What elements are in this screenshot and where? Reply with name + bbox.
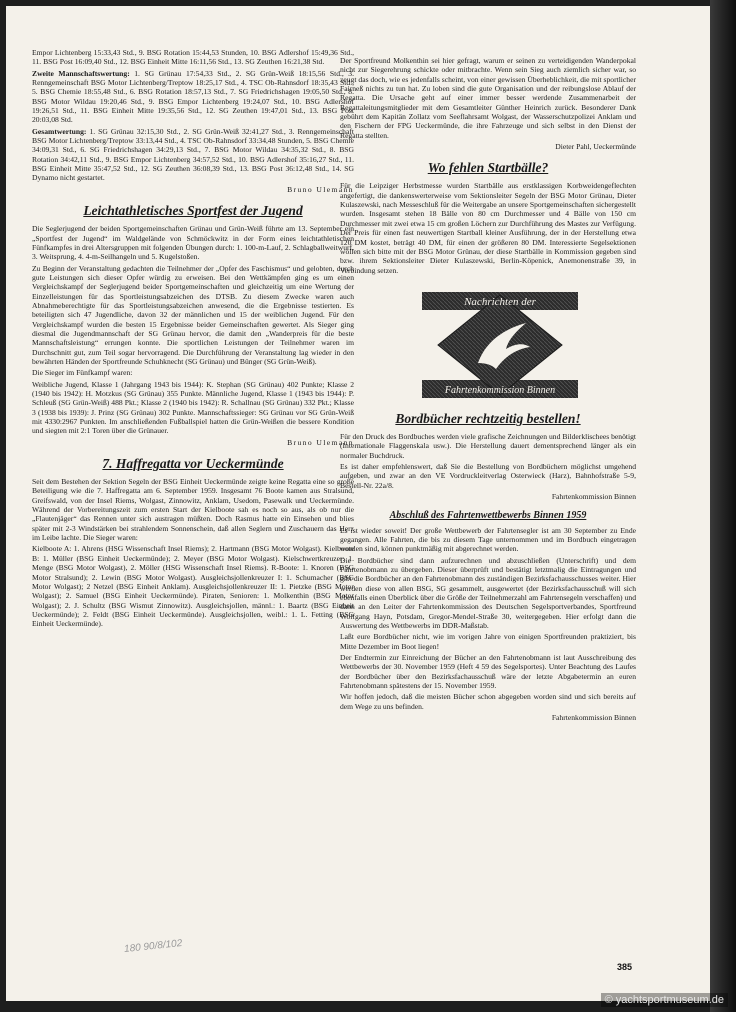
- gesamt-text: 1. SG Grünau 32:15,30 Std., 2. SG Grün-Weiß 32:41,27 Std., 3. Renngemeinschaft BSG Motor Lichtenberg/Treptow 33:13,44 Std., 4. TSC Ob-Rahnsdorf 33:34,48 Stunden, 5. BSG Chemie 34:09,31 Std., 6. SG Friedrichshagen 34:29,13 Std., 7. BSG Motor Wildau 34:35,32 Std., 8. BSG Rotation 34:42,11 Std., 9. BSG Empor Lichtenberg 34:57,52 Std., 10. BSG Adlershof 35:16,27 Std., 11. BSG Einheit Mitte 35:47,52 Std., 12. SG Zeuthen 36:08,39 Std., 13. BSG Post 36:12,48 Std., 14. SG Dynamo nicht gestartet.: [32, 126, 354, 183]
- gesamt-wertung: [32, 127, 354, 183]
- zweite-wertung: [32, 69, 354, 125]
- bordbucher-paragraph-1: Für den Druck des Bordbuches werden viele grafische Zeichnungen und Bilderklischees benötigt (Internationale Flaggenskala usw.). Die Herstellung dauert dementsprechend länger als ein normaler Buchdruck.: [340, 431, 636, 460]
- heading-startballe: Wo fehlen Startbälle?: [427, 160, 549, 176]
- logo-bottom-text: Fahrtenkommission Binnen: [444, 384, 556, 396]
- sportfest-paragraph-2: Zu Beginn der Veranstaltung gedachten die Teilnehmer der „Opfer des Faschismus“ und gelobten, durch gute Leistungen sich dieser Opfer würdig zu erweisen. Bei den Wettkämpfen ging es um einen Vergleichskampf der Seglerjugend beider Sportgemeinschaften und gleichzeitig um eine Wertung der Einzelleistungen für das Sportleistungsabzeichen des DTSB. Zu diesem Zwecke waren auch Abnahmeberechtigte für das Sportleistungsabzeichen anwesend, die die Ergebnisse testierten. Es beteiligten sich 47 Jugendliche, davon 32 der männlichen und 15 der weiblichen Jugend. Für den Vergleichskampf wurden die besten 15 Ergebnisse beider Gemeinschaften gewertet. Als Sieger ging diesmal die Jugendmannschaft der SG Grünau hervor, die damit den „Wanderpreis für die beste Mannschaftsleistung“ errungen konnte. Die sportlichen Leistungen der Teilnehmer waren im Durchschnitt gut, zum Teil sogar hervorragend. Die Durchführung der Veranstaltung lag wieder in den bewährten Händen der Sportfreunde Schuhknecht (SG Grünau) und Bünger (SG Grün-Weiß).: [32, 263, 354, 366]
- sieger-results: Weibliche Jugend, Klasse 1 (Jahrgang 1943 bis 1944): K. Stephan (SG Grünau) 402 Punkte; Klasse 2 (1940 bis 1942): H. Motzkus (SG Grünau) 355 Punkte. Männliche Jugend, Klasse 1 (1943 bis 1944): P. Schleuß (SG Grün-Weiß) 488 Pkt.; Klasse 2 (1940 bis 1942): R. Schallnau (SG Grünau) 332 Pkt.; Klasse 3 (1938 bis 1939): J. Prinz (SG Grünau) 302 Punkte. Mannschaftssieger: SG Grünau vor SG Grün-Weiß mit 4330:2967 Punkten. Im anschließenden Fußballspiel hatten die Grün-Weißen die bessere Kondition und siegten mit 2:1 Toren über die Grünauer.: [32, 379, 354, 436]
- gesamt-label: Gesamtwertung:: [32, 126, 87, 136]
- bordbucher-paragraph-2: Es ist daher empfehlenswert, daß Sie die Bestellung von Bordbüchern möglichst umgehend aufgeben, und zwar an den VE Vordruckleitverlag Osterwieck (Harz), Bahnhofstraße 5-9, Bestell-Nr. 22a/8.: [340, 461, 636, 490]
- left-column: [32, 48, 354, 631]
- abschluss-paragraph-2: Die Bordbücher sind dann aufzurechnen und abzuschließen (Unterschrift) und dem Fahrtenobmann zu übergeben. Dieser überprüft und bestätigt letztmalig die Eintragungen und gibt die Bordbücher an den Fahrtenobmann des zuständigen Bezirksfachausschusses weiter. Hier werden diese von allen BSG, SG gesammelt, ausgewertet (der Bezirksfachausschuß will sich ebenfalls einen Überblick über die Größe der Teilnehmerzahl am Fahrtensegeln verschaffen) und dann an den Leiter der Fahrtenkommission des Deutschen Segelsportverbandes, Sportfreund Wolfgang Hayn, Potsdam, Gregor-Mendel-Straße 30, weitergegeben. Hier erfolgt dann die Auswertung des Wettbewerbs im DDR-Maßstab.: [340, 555, 636, 631]
- zweite-label: Zweite Mannschaftswertung:: [32, 68, 130, 78]
- heading-haffregatta: 7. Haffregatta vor Ueckermünde: [102, 456, 284, 472]
- signature-fahrtenkommission-1: Fahrtenkommission Binnen: [551, 491, 636, 501]
- logo-graphic: [412, 289, 588, 401]
- logo-top-text: Nachrichten der: [464, 295, 536, 308]
- fahrtenkommission-logo: [412, 289, 588, 401]
- abschluss-paragraph-1: Es ist wieder soweit! Der große Wettbewerb der Fahrtensegler ist am 30 September zu Ende gegangen. Alle Fahrten, die bis zu diesem Tage unternommen und im Bordbuch eingetragen worden sind, können punktmäßig mit abgerechnet werden.: [340, 525, 636, 554]
- signature-pahl: Dieter Pahl, Ueckermünde: [555, 142, 636, 152]
- heading-bordbucher: Bordbücher rechtzeitig bestellen!: [395, 410, 581, 426]
- sieger-intro: Die Sieger im Fünfkampf waren:: [32, 368, 133, 378]
- binding-shadow: [710, 0, 736, 1012]
- signature-ulemann-2: Bruno Ulemann: [287, 437, 354, 447]
- signature-ulemann-1: Bruno Ulemann: [287, 184, 354, 194]
- haffregatta-continued: Der Sportfreund Molkenthin sei hier gefragt, warum er seinen zu verteidigenden Wanderpokal nicht zur Siegerehrung schickte oder mitbrachte. Wenn sein Sieg auch ziemlich sicher war, so zeugt das doch, wie es jedenfalls scheint, von einer gewissen Überheblichkeit, die mit sportlicher Fairneß nichts zu tun hat. Zu loben sind die gute Organisation und der reibungslose Ablauf der Regatta. Die Ursache geht auf einer immer besser werdende Zusammenarbeit der Regattaleitungsmitglieder mit dem Gesamtleiter Günther Heinrich zurück. Besonderer Dank gebührt dem Kapitän Zollatz vom Seeflahrsamt Wolgast, der Wasserschutzpolizei Anklam und den Fischern der FPG Ueckermünde, die ihre Fahrzeuge und sich selbst in den Dienst der Regatta stellten.: [340, 56, 636, 140]
- startballe-paragraph: Für die Leipziger Herbstmesse wurden Startbälle aus erstklassigen Korbweidengeflechten angefertigt, die dankenswerterweise vom Sektionsleiter Segeln der BSG Motor Grünau, Dieter Kulaszewski, nach Messeschluß für die Weitergabe an unsere Sportgemeinschaften sichergestellt wurden. Insgesamt stehen 18 Bälle von 80 cm Durchmesser und 4 Bälle von 150 cm Durchmesser mit zwei etwa 15 cm großen Löchern zur Durchführung des Mastes zur Verfügung. Der Preis für einen fast neuwertigen Startball kleiner Ausführung, der in der Herstellung etwa 120 DM kostet, beträgt 40 DM, für einen der größeren 80 DM. Interessierte Segelsektionen wollen sich bitte mit der BSG Motor Grünau, der diese Startbälle in Kommission gegeben sind bzw. ihrem Sektionsleiter Dieter Kulaszewski, Berlin-Köpenick, Anemonenstraße 39, in Verbindung setzen.: [340, 181, 636, 275]
- signature-fahrtenkommission-2: Fahrtenkommission Binnen: [551, 713, 636, 723]
- page-number: 385: [617, 962, 633, 972]
- haffregatta-results: Kielboote A: 1. Ahrens (HSG Wissenschaft Insel Riems); 2. Hartmann (BSG Motor Wolgast). Kielboote B: 1. Müller (BSG Einheit Ueckermünde); 2. Meyer (BSG Motor Wolgast). Kielschwertkreuzer: 1. Menge (BSG Motor Wolgast), 2. Möller (HSG Wissenschaft Insel Riems). R-Boote: 1. Knoren (BSG Motor Stralsund); 2. Lewin (BSG Motor Wolgast). Ausgleichsjollenkreuzer I: 1. Schumacher (BSG Motor Wolgast); 2 Netzel (BSG Einheit Anklam). Ausgleichsjollenkreuzer II: 1. Pietzke (BSG Motor Wolgast); 2. Samuel (BSG Einheit Ueckermünde). Piraten, Senioren: 1. Molkenthin (BSG Motor Wolgast); 2. J. Schultz (BSG Wismut Zinnowitz). Ausgleichsjollen, männl.: 1. Baartz (BSG Einheit Ueckermünde); 2. Feldt (BSG Einheit Ueckermünde). Ausgleichsjollen, weibl.: 1. L. Fetting (BSG Einheit Ueckermünde).: [32, 544, 354, 629]
- haffregatta-paragraph: Seit dem Bestehen der Sektion Segeln der BSG Einheit Ueckermünde zeigte keine Regatta eine so große Beteiligung wie die 7. Haffregatta am 6. September 1959. Insgesamt 76 Boote kamen aus Stralsund, Greifswald, von der Insel Riems, Wolgast, Zinnowitz, Anklam, Usedom, Pasewalk und Ueckermünde. Während der Vorbereitungszeit zum ersten Start der Kielboote sah es noch so aus, als ob nur die „Flautenjäger“ das Rennen unter sich austragen müßten. Doch Rasmus hatte ein Einsehen und blies später mit 2-3 Windstärken bei strahlendem Sonnenschein, daß allen Seglern und Zuschauern das Herz im Leibe lachte. Die Sieger waren:: [32, 477, 354, 543]
- zweite-text: 1. SG Grünau 17:54,33 Std., 2. SG Grün-Weiß 18:15,56 Std., 3. Renngemeinschaft BSG Motor Lichtenberg/Treptow 18:25,17 Std., 4. TSC Ob-Rahnsdorf 18:35,43 Std., 5. BSG Chemie 18:55,48 Std., 6. BSG Rotation 18:57,13 Std., 7. SG Friedrichshagen 19:05,50 Std., 8. BSG Motor Wildau 19:20,46 Std., 9. BSG Empor Lichtenberg 19:24,07 Std., 10. BSG Adlershof 19:26,51 Std., 11. BSG Einheit Mitte 19:35,56 Std., 12. SG Zeuthen 19:47,01 Std., 13. BSG Post 20:03,08 Std.: [32, 68, 354, 125]
- abschluss-paragraph-4: Der Endtermin zur Einreichung der Bücher an den Fahrtenobmann ist laut Ausschreibung des Wettbewerbs der 30. November 1959 (Heft 4 59 des Segelsportes). Unter Beachtung des Laufes der Bordbücher über den Bezirksfachausschuß wäre der letzte Abgabetermin an euren Fahrtenobmann spätestens der 15. November 1959.: [340, 653, 636, 691]
- watermark: © yachtsportmuseum.de: [601, 993, 728, 1007]
- abschluss-paragraph-5: Wir hoffen jedoch, daß die meisten Bücher schon abgegeben worden sind und sich bereits auf dem Wege zu uns befinden.: [340, 692, 636, 711]
- magazine-page: [6, 6, 710, 1001]
- sportfest-paragraph-1: Die Seglerjugend der beiden Sportgemeinschaften Grünau und Grün-Weiß führte am 13. September ein „Sportfest der Jugend“ im Waldgelände von Schmöckwitz in der Form eines leichtathletischen Fünfkampfes in drei Altersgruppen mit folgenden Übungen durch: 1. 100-m-Lauf, 2. Schlagballweitwurf, 3. Weitsprung, 4. 4-m-Seilhangeln und 5. Kugelstoßen.: [32, 224, 354, 262]
- pencil-note: 180 90/8/102: [123, 937, 183, 956]
- heading-abschluss: Abschluß des Fahrtenwettbewerbs Binnen 1959: [389, 510, 587, 522]
- heading-sportfest: Leichtathletisches Sportfest der Jugend: [83, 203, 303, 219]
- right-column: [340, 56, 636, 729]
- results-intro: Empor Lichtenberg 15:33,43 Std., 9. BSG Rotation 15:44,53 Stunden, 10. BSG Adlershof 15:49,36 Std., 11. BSG Post 16:09,40 Std., 12. BSG Einheit Mitte 16:11,56 Std., 13. SG Zeuthen 16:21,38 Std.: [32, 48, 354, 67]
- abschluss-paragraph-3: Laßt eure Bordbücher nicht, wie im vorigen Jahre von einigen Sportfreunden praktiziert, bis Mitte Dezember im Boot liegen!: [340, 632, 636, 651]
